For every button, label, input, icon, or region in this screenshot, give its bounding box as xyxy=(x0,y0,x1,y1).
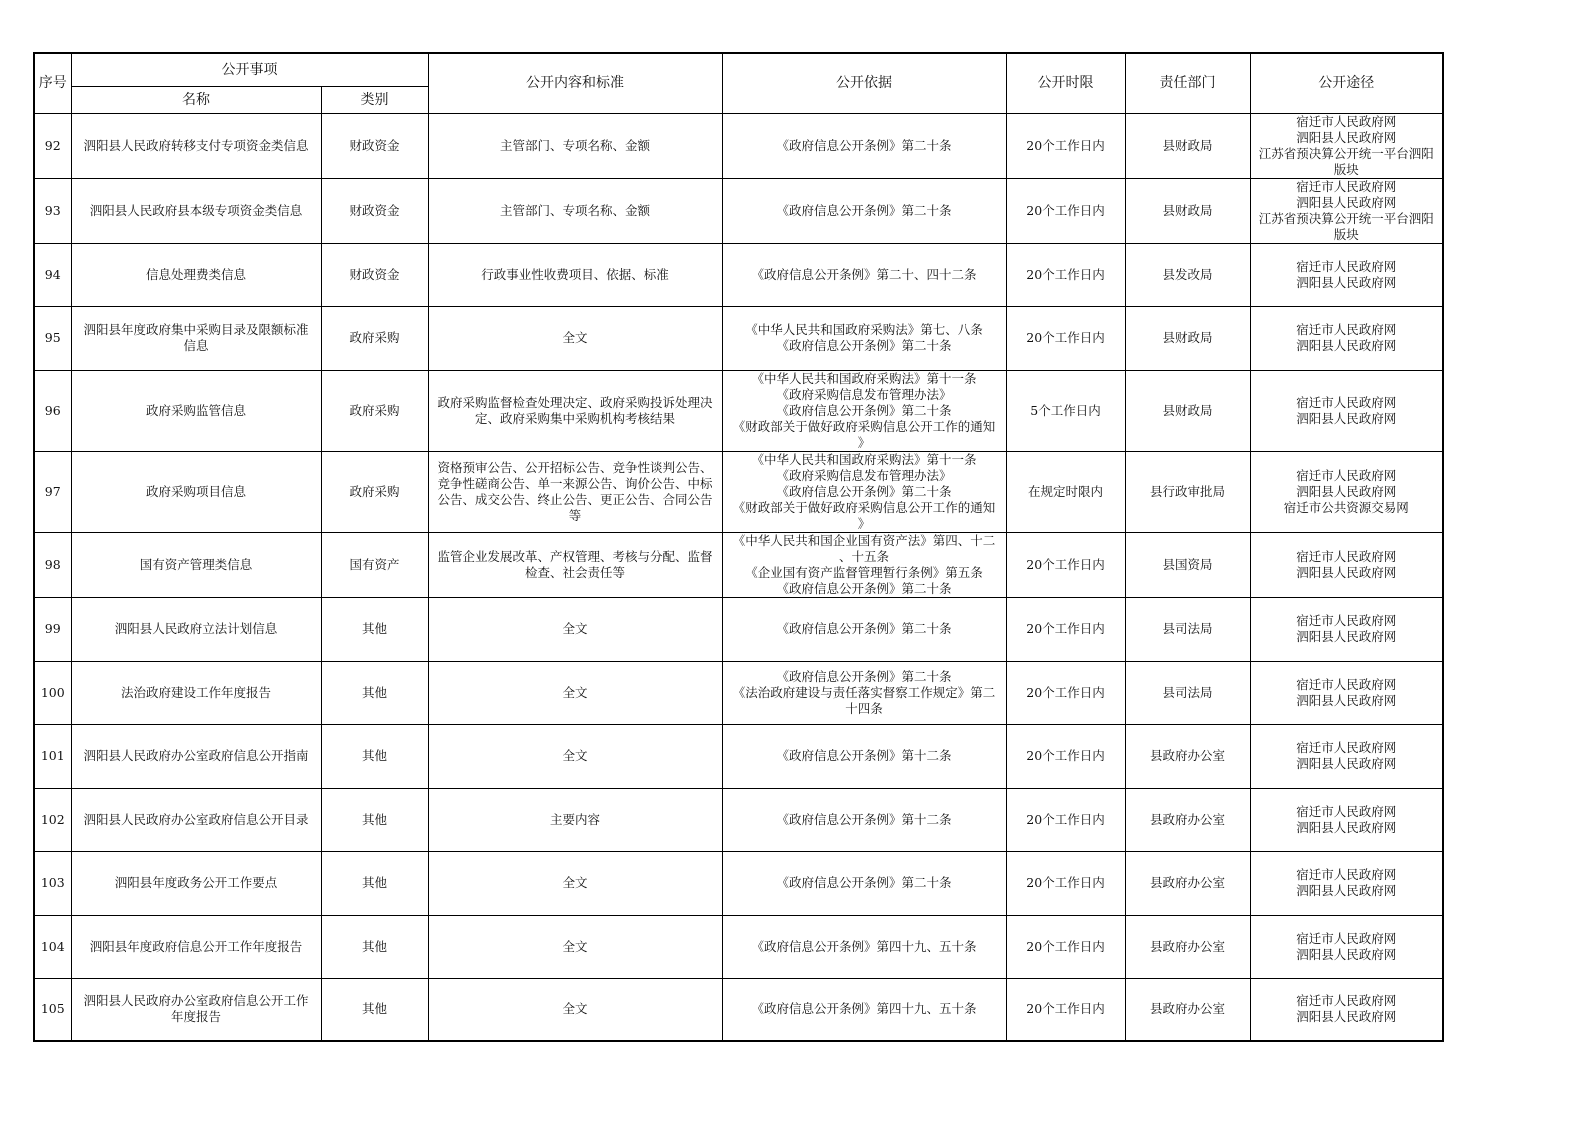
header-name: 名称 xyxy=(71,86,321,113)
cell-name: 信息处理费类信息 xyxy=(71,243,321,306)
cell-basis: 《政府信息公开条例》第二十条 xyxy=(722,597,1006,661)
header-category: 类别 xyxy=(321,86,428,113)
cell-category: 政府采购 xyxy=(321,370,428,451)
cell-category: 财政资金 xyxy=(321,243,428,306)
cell-dept: 县政府办公室 xyxy=(1125,915,1250,978)
cell-content: 主要内容 xyxy=(428,788,722,851)
cell-basis: 《中华人民共和国企业国有资产法》第四、十二 、十五条 《企业国有资产监督管理暂行条例》第五条 《政府信息公开条例》第二十条 xyxy=(722,532,1006,597)
cell-channel: 宿迁市人民政府网 泗阳县人民政府网 xyxy=(1250,243,1443,306)
table-row xyxy=(34,113,1443,178)
cell-time: 20个工作日内 xyxy=(1006,851,1125,915)
cell-time: 20个工作日内 xyxy=(1006,113,1125,178)
cell-dept: 县政府办公室 xyxy=(1125,978,1250,1041)
cell-category: 其他 xyxy=(321,724,428,788)
cell-no: 104 xyxy=(34,915,71,978)
cell-category: 其他 xyxy=(321,788,428,851)
cell-name: 泗阳县人民政府办公室政府信息公开目录 xyxy=(71,788,321,851)
cell-name: 泗阳县年度政务公开工作要点 xyxy=(71,851,321,915)
cell-time: 20个工作日内 xyxy=(1006,178,1125,243)
header-channel: 公开途径 xyxy=(1250,53,1443,113)
cell-channel: 宿迁市人民政府网 泗阳县人民政府网 xyxy=(1250,915,1443,978)
cell-name: 泗阳县人民政府转移支付专项资金类信息 xyxy=(71,113,321,178)
cell-channel: 宿迁市人民政府网 泗阳县人民政府网 xyxy=(1250,306,1443,370)
cell-dept: 县财政局 xyxy=(1125,178,1250,243)
cell-category: 其他 xyxy=(321,597,428,661)
cell-basis: 《中华人民共和国政府采购法》第七、八条 《政府信息公开条例》第二十条 xyxy=(722,306,1006,370)
cell-no: 103 xyxy=(34,851,71,915)
cell-time: 20个工作日内 xyxy=(1006,597,1125,661)
cell-no: 94 xyxy=(34,243,71,306)
cell-time: 20个工作日内 xyxy=(1006,915,1125,978)
cell-basis: 《政府信息公开条例》第二十条 xyxy=(722,113,1006,178)
cell-name: 泗阳县人民政府办公室政府信息公开工作 年度报告 xyxy=(71,978,321,1041)
header-item: 公开事项 xyxy=(71,53,428,86)
cell-no: 97 xyxy=(34,451,71,532)
cell-category: 财政资金 xyxy=(321,178,428,243)
cell-basis: 《中华人民共和国政府采购法》第十一条 《政府采购信息发布管理办法》 《政府信息公开条例》第二十条 《财政部关于做好政府采购信息公开工作的通知 》 xyxy=(722,451,1006,532)
cell-channel: 宿迁市人民政府网 泗阳县人民政府网 xyxy=(1250,724,1443,788)
cell-channel: 宿迁市人民政府网 泗阳县人民政府网 xyxy=(1250,851,1443,915)
cell-dept: 县财政局 xyxy=(1125,306,1250,370)
cell-dept: 县政府办公室 xyxy=(1125,851,1250,915)
cell-basis: 《政府信息公开条例》第二十、四十二条 xyxy=(722,243,1006,306)
cell-category: 其他 xyxy=(321,661,428,724)
cell-no: 93 xyxy=(34,178,71,243)
table-row xyxy=(34,978,1443,1041)
cell-dept: 县政府办公室 xyxy=(1125,724,1250,788)
cell-channel: 宿迁市人民政府网 泗阳县人民政府网 xyxy=(1250,788,1443,851)
cell-basis: 《政府信息公开条例》第二十条 《法治政府建设与责任落实督察工作规定》第二 十四条 xyxy=(722,661,1006,724)
table-row xyxy=(34,451,1443,532)
cell-time: 20个工作日内 xyxy=(1006,243,1125,306)
table-row xyxy=(34,532,1443,597)
cell-basis: 《政府信息公开条例》第四十九、五十条 xyxy=(722,915,1006,978)
table-body xyxy=(34,113,1443,1041)
cell-basis: 《政府信息公开条例》第十二条 xyxy=(722,788,1006,851)
cell-content: 全文 xyxy=(428,661,722,724)
cell-dept: 县发改局 xyxy=(1125,243,1250,306)
cell-content: 资格预审公告、公开招标公告、竞争性谈判公告、 竞争性磋商公告、单一来源公告、询价公告、中标 公告、成交公告、终止公告、更正公告、合同公告 等 xyxy=(428,451,722,532)
cell-no: 92 xyxy=(34,113,71,178)
cell-basis: 《政府信息公开条例》第二十条 xyxy=(722,178,1006,243)
cell-content: 主管部门、专项名称、金额 xyxy=(428,113,722,178)
cell-name: 泗阳县人民政府办公室政府信息公开指南 xyxy=(71,724,321,788)
cell-category: 财政资金 xyxy=(321,113,428,178)
cell-time: 20个工作日内 xyxy=(1006,532,1125,597)
cell-no: 99 xyxy=(34,597,71,661)
cell-basis: 《政府信息公开条例》第十二条 xyxy=(722,724,1006,788)
table-row xyxy=(34,851,1443,915)
header-dept: 责任部门 xyxy=(1125,53,1250,113)
cell-dept: 县政府办公室 xyxy=(1125,788,1250,851)
cell-time: 20个工作日内 xyxy=(1006,724,1125,788)
cell-channel: 宿迁市人民政府网 泗阳县人民政府网 xyxy=(1250,597,1443,661)
cell-category: 其他 xyxy=(321,978,428,1041)
cell-content: 主管部门、专项名称、金额 xyxy=(428,178,722,243)
cell-no: 100 xyxy=(34,661,71,724)
table-row xyxy=(34,178,1443,243)
cell-name: 政府采购监管信息 xyxy=(71,370,321,451)
cell-name: 泗阳县人民政府立法计划信息 xyxy=(71,597,321,661)
cell-time: 20个工作日内 xyxy=(1006,306,1125,370)
cell-content: 全文 xyxy=(428,978,722,1041)
cell-no: 102 xyxy=(34,788,71,851)
cell-dept: 县司法局 xyxy=(1125,661,1250,724)
cell-content: 全文 xyxy=(428,915,722,978)
table-header xyxy=(34,53,1443,113)
cell-no: 95 xyxy=(34,306,71,370)
cell-dept: 县行政审批局 xyxy=(1125,451,1250,532)
disclosure-table xyxy=(33,52,1444,1042)
cell-time: 5个工作日内 xyxy=(1006,370,1125,451)
cell-category: 政府采购 xyxy=(321,306,428,370)
cell-channel: 宿迁市人民政府网 泗阳县人民政府网 江苏省预决算公开统一平台泗阳 版块 xyxy=(1250,178,1443,243)
cell-channel: 宿迁市人民政府网 泗阳县人民政府网 宿迁市公共资源交易网 xyxy=(1250,451,1443,532)
table-row xyxy=(34,915,1443,978)
cell-time: 20个工作日内 xyxy=(1006,978,1125,1041)
cell-basis: 《中华人民共和国政府采购法》第十一条 《政府采购信息发布管理办法》 《政府信息公开条例》第二十条 《财政部关于做好政府采购信息公开工作的通知 》 xyxy=(722,370,1006,451)
cell-content: 全文 xyxy=(428,851,722,915)
header-seq: 序号 xyxy=(34,53,71,113)
cell-name: 政府采购项目信息 xyxy=(71,451,321,532)
cell-basis: 《政府信息公开条例》第二十条 xyxy=(722,851,1006,915)
cell-basis: 《政府信息公开条例》第四十九、五十条 xyxy=(722,978,1006,1041)
cell-time: 在规定时限内 xyxy=(1006,451,1125,532)
cell-name: 法治政府建设工作年度报告 xyxy=(71,661,321,724)
table-row xyxy=(34,724,1443,788)
cell-no: 101 xyxy=(34,724,71,788)
cell-channel: 宿迁市人民政府网 泗阳县人民政府网 江苏省预决算公开统一平台泗阳 版块 xyxy=(1250,113,1443,178)
cell-time: 20个工作日内 xyxy=(1006,661,1125,724)
header-content: 公开内容和标准 xyxy=(428,53,722,113)
cell-content: 全文 xyxy=(428,724,722,788)
header-time: 公开时限 xyxy=(1006,53,1125,113)
cell-channel: 宿迁市人民政府网 泗阳县人民政府网 xyxy=(1250,978,1443,1041)
cell-content: 全文 xyxy=(428,597,722,661)
table-row xyxy=(34,661,1443,724)
cell-channel: 宿迁市人民政府网 泗阳县人民政府网 xyxy=(1250,661,1443,724)
cell-category: 其他 xyxy=(321,851,428,915)
cell-content: 全文 xyxy=(428,306,722,370)
table-row xyxy=(34,370,1443,451)
cell-content: 行政事业性收费项目、依据、标准 xyxy=(428,243,722,306)
cell-content: 监管企业发展改革、产权管理、考核与分配、监督 检查、社会责任等 xyxy=(428,532,722,597)
cell-no: 98 xyxy=(34,532,71,597)
header-basis: 公开依据 xyxy=(722,53,1006,113)
cell-time: 20个工作日内 xyxy=(1006,788,1125,851)
cell-name: 泗阳县年度政府信息公开工作年度报告 xyxy=(71,915,321,978)
cell-category: 其他 xyxy=(321,915,428,978)
cell-name: 泗阳县年度政府集中采购目录及限额标准 信息 xyxy=(71,306,321,370)
table-row xyxy=(34,243,1443,306)
cell-category: 政府采购 xyxy=(321,451,428,532)
cell-no: 105 xyxy=(34,978,71,1041)
cell-dept: 县财政局 xyxy=(1125,370,1250,451)
table-row xyxy=(34,306,1443,370)
cell-channel: 宿迁市人民政府网 泗阳县人民政府网 xyxy=(1250,532,1443,597)
cell-dept: 县司法局 xyxy=(1125,597,1250,661)
cell-dept: 县财政局 xyxy=(1125,113,1250,178)
cell-category: 国有资产 xyxy=(321,532,428,597)
cell-name: 泗阳县人民政府县本级专项资金类信息 xyxy=(71,178,321,243)
table-row xyxy=(34,788,1443,851)
cell-dept: 县国资局 xyxy=(1125,532,1250,597)
table-row xyxy=(34,597,1443,661)
cell-channel: 宿迁市人民政府网 泗阳县人民政府网 xyxy=(1250,370,1443,451)
cell-name: 国有资产管理类信息 xyxy=(71,532,321,597)
cell-content: 政府采购监督检查处理决定、政府采购投诉处理决 定、政府采购集中采购机构考核结果 xyxy=(428,370,722,451)
cell-no: 96 xyxy=(34,370,71,451)
